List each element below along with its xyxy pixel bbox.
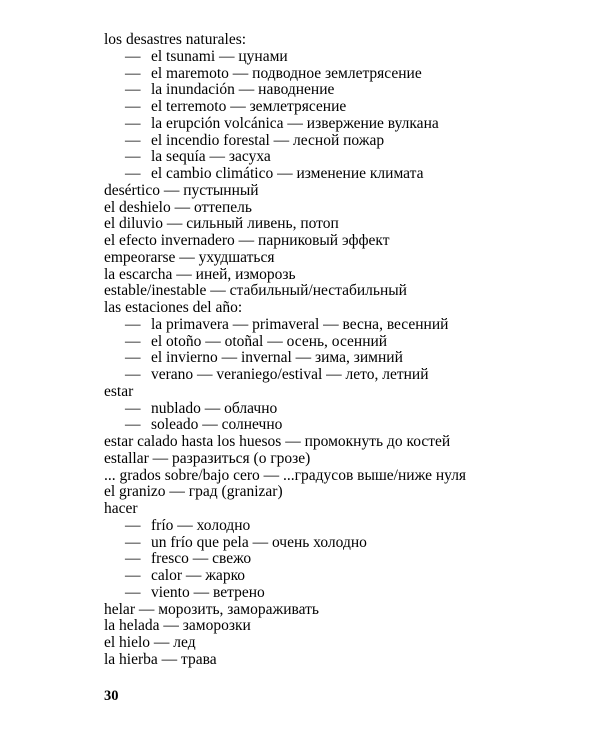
entry-text: estar calado hasta los huesos — промокнуть до костей	[104, 433, 451, 450]
vocabulary-entry	[104, 300, 574, 317]
entry-text: los desastres naturales:	[104, 31, 247, 48]
entry-text: el tsunami — цунами	[151, 47, 288, 65]
entry-text: verano — veraniego/estival — лето, летний	[151, 366, 429, 383]
entry-text: el diluvio — сильный ливень, потоп	[104, 215, 339, 233]
vocabulary-subentry	[104, 334, 574, 351]
vocabulary-entry	[104, 451, 574, 468]
vocabulary-entry	[104, 602, 574, 619]
bullet-dash: —	[125, 64, 141, 82]
vocabulary-entry	[104, 267, 574, 284]
vocabulary-entry	[104, 32, 574, 49]
entry-text: el invierno — invernal — зима, зимний	[151, 349, 403, 367]
vocabulary-entry	[104, 233, 574, 250]
entry-text: un frío que pela — очень холодно	[151, 533, 367, 551]
bullet-dash: —	[125, 148, 141, 166]
vocabulary-subentry	[104, 367, 574, 384]
vocabulary-subentry	[104, 317, 574, 334]
vocabulary-subentry	[104, 66, 574, 83]
bullet-dash: —	[125, 516, 141, 534]
bullet-dash: —	[125, 131, 141, 149]
entry-text: la sequía — засуха	[151, 148, 271, 166]
vocabulary-subentry	[104, 551, 574, 568]
vocabulary-entry	[104, 216, 574, 233]
bullet-dash: —	[125, 366, 141, 383]
entry-text: la inundación — наводнение	[151, 81, 335, 99]
vocabulary-subentry	[104, 149, 574, 166]
vocabulary-subentry	[104, 401, 574, 418]
entry-text: el otoño — otoñal — осень, осенний	[151, 332, 388, 350]
bullet-dash: —	[125, 550, 141, 568]
vocabulary-subentry	[104, 166, 574, 183]
entry-text: la escarcha — иней, изморозь	[104, 265, 296, 283]
entry-text: el terremoto — землетрясение	[151, 98, 347, 115]
entry-text: el granizo — град (granizar)	[104, 483, 283, 501]
vocabulary-subentry	[104, 568, 574, 585]
entry-text: el efecto invernadero — парниковый эффект	[104, 232, 390, 249]
vocabulary-subentry	[104, 99, 574, 116]
vocabulary-entry	[104, 183, 574, 200]
entry-text: viento — ветрено	[151, 583, 265, 601]
vocabulary-entry	[104, 501, 574, 518]
entry-text: fresco — свежо	[151, 550, 252, 568]
page-number: 30	[104, 688, 119, 704]
bullet-dash: —	[125, 349, 141, 367]
entry-text: ... grados sobre/bajo cero — ...градусов выше/ниже нуля	[104, 466, 467, 484]
entry-text: el hielo — лед	[104, 634, 196, 651]
entry-text: el cambio climático — изменение климата	[151, 165, 424, 182]
vocabulary-entry	[104, 635, 574, 652]
vocabulary-subentry	[104, 82, 574, 99]
bullet-dash: —	[125, 315, 141, 333]
bullet-dash: —	[125, 81, 141, 99]
entry-text: hacer	[104, 500, 138, 517]
vocabulary-entry	[104, 468, 574, 485]
entry-text: el deshielo — оттепель	[104, 198, 252, 216]
bullet-dash: —	[125, 533, 141, 551]
entry-text: nublado — облачно	[151, 399, 278, 417]
vocabulary-subentry	[104, 116, 574, 133]
vocabulary-subentry	[104, 585, 574, 602]
vocabulary-entry	[104, 434, 574, 451]
bullet-dash: —	[125, 416, 141, 434]
vocabulary-subentry	[104, 133, 574, 150]
vocabulary-subentry	[104, 535, 574, 552]
vocabulary-entry	[104, 618, 574, 635]
entry-text: el maremoto — подводное землетрясение	[151, 64, 422, 82]
entry-text: empeorarse — ухудшаться	[104, 248, 275, 266]
vocabulary-subentry	[104, 518, 574, 535]
vocabulary-subentry	[104, 350, 574, 367]
bullet-dash: —	[125, 114, 141, 132]
entry-text: estallar — разразиться (о грозе)	[104, 449, 311, 467]
entry-text: frío — холодно	[151, 516, 251, 534]
entry-text: la hierba — трава	[104, 650, 217, 668]
entry-text: la erupción volcánica — извержение вулкана	[151, 114, 439, 132]
bullet-dash: —	[125, 47, 141, 65]
entry-text: la primavera — primaveral — весна, весенний	[151, 315, 449, 333]
entry-text: calor — жарко	[151, 567, 246, 584]
vocabulary-subentry	[104, 49, 574, 66]
vocabulary-list	[104, 32, 574, 669]
vocabulary-entry	[104, 484, 574, 501]
vocabulary-entry	[104, 200, 574, 217]
bullet-dash: —	[125, 567, 141, 584]
vocabulary-subentry	[104, 417, 574, 434]
vocabulary-entry	[104, 250, 574, 267]
entry-text: el incendio forestal — лесной пожар	[151, 131, 385, 149]
bullet-dash: —	[125, 165, 141, 182]
entry-text: estar	[104, 382, 134, 400]
vocabulary-entry	[104, 652, 574, 669]
bullet-dash: —	[125, 583, 141, 601]
entry-text: las estaciones del año:	[104, 299, 243, 316]
entry-text: desértico — пустынный	[104, 181, 259, 199]
bullet-dash: —	[125, 332, 141, 350]
entry-text: soleado — солнечно	[151, 416, 283, 434]
entry-text: helar — морозить, замораживать	[104, 600, 319, 618]
entry-text: estable/inestable — стабильный/нестабильный	[104, 282, 407, 300]
bullet-dash: —	[125, 399, 141, 417]
vocabulary-entry	[104, 283, 574, 300]
vocabulary-entry	[104, 384, 574, 401]
entry-text: la helada — заморозки	[104, 617, 251, 635]
bullet-dash: —	[125, 98, 141, 115]
